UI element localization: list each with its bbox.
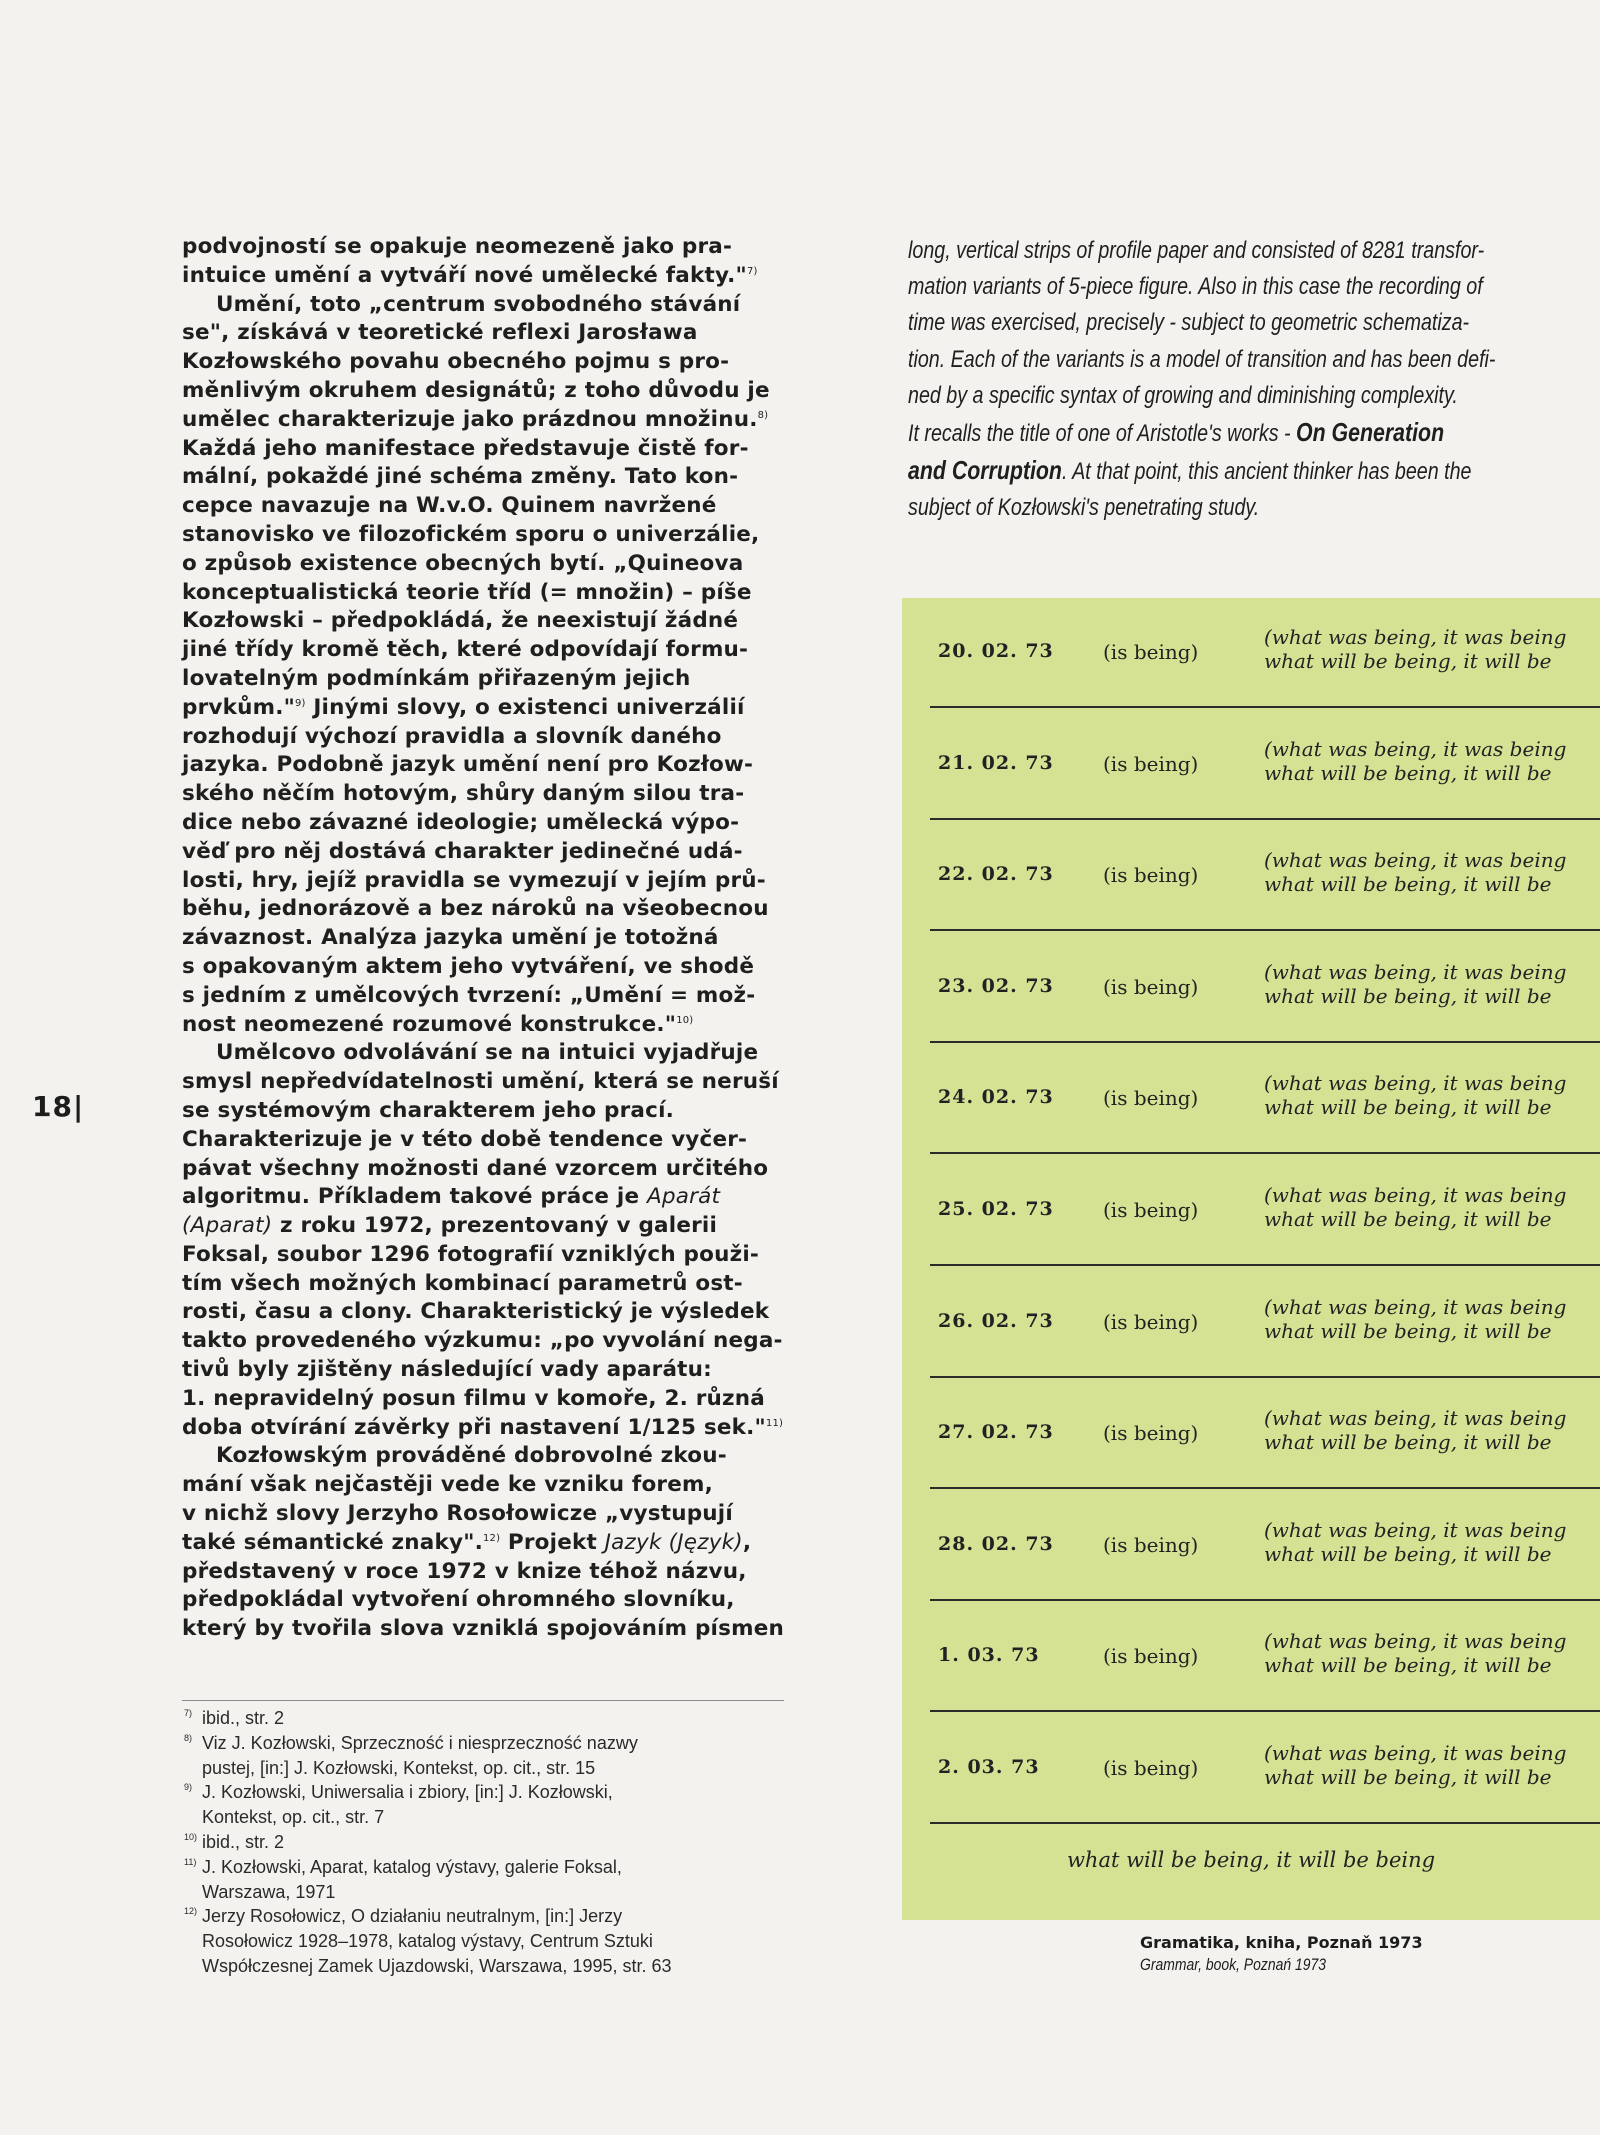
text-line: Umělcovo odvolávání se na intuici vyjadřuje xyxy=(216,1040,759,1066)
phrase-line-1: (what was being, it was being xyxy=(1264,736,1567,761)
row-separator xyxy=(930,929,1600,931)
text-line: Charakterizuje je v této době tendence vyčer- xyxy=(182,1126,748,1152)
row-phrase xyxy=(1264,848,1566,896)
row-separator xyxy=(930,1376,1600,1378)
text-line: konceptualistická teorie tříd (= množin) – píše xyxy=(182,579,752,605)
footnote-line: Viz J. Kozłowski, Sprzeczność i niesprzeczność nazwy xyxy=(202,1732,638,1753)
footnote xyxy=(182,1731,792,1781)
text-line: doba otvírání závěrky při nastavení 1/125 sek."$^{11)}$ xyxy=(182,1414,784,1440)
row-phrase xyxy=(1264,1518,1566,1566)
text-line: pávat všechny možnosti dané vzorcem určitého xyxy=(182,1155,769,1181)
phrase-line-2: what will be being, it will be xyxy=(1264,1207,1552,1231)
row-date: 23. 02. 73 xyxy=(938,974,1054,997)
english-line: long, vertical strips of profile paper and consisted of 8281 transfor- xyxy=(908,237,1485,264)
grammar-row xyxy=(902,1491,1600,1603)
row-separator xyxy=(930,1152,1600,1154)
text-line: podvojností se opakuje neomezeně jako pra- xyxy=(182,234,733,259)
text-line: 1. nepravidelný posun filmu v komoře, 2. různá xyxy=(182,1385,765,1411)
phrase-line-1: (what was being, it was being xyxy=(1264,1629,1567,1654)
text-line: rozhodují výchozí pravidla a slovník daného xyxy=(182,723,722,749)
row-phrase xyxy=(1264,1406,1566,1454)
footnote-line: Jerzy Rosołowicz, O działaniu neutralnym, [in:] Jerzy xyxy=(202,1906,623,1927)
phrase-line-2: what will be being, it will be xyxy=(1264,1318,1552,1343)
phrase-line-2: what will be being, it will be xyxy=(1264,760,1552,785)
footnote xyxy=(182,1780,792,1830)
phrase-line-2: what will be being, it will be xyxy=(1264,1765,1552,1789)
czech-paragraph xyxy=(182,1442,787,1644)
english-line: mation variants of 5-piece figure. Also in this case the recording of xyxy=(908,273,1483,301)
grammar-row xyxy=(902,710,1600,822)
grammar-row xyxy=(902,1602,1600,1714)
phrase-line-2: what will be being, it will be xyxy=(1264,1430,1552,1455)
row-phrase xyxy=(1264,1183,1566,1231)
phrase-line-2: what will be being, it will be xyxy=(1264,1653,1552,1678)
phrase-line-2: what will be being, it will be xyxy=(1264,872,1552,897)
row-date: 20. 02. 73 xyxy=(938,640,1054,662)
text-line: věď pro něj dostává charakter jedinečné udá- xyxy=(182,838,743,864)
row-date: 25. 02. 73 xyxy=(938,1198,1054,1220)
footnote xyxy=(182,1706,792,1731)
footnotes xyxy=(182,1706,792,1979)
text-line: Foksal, soubor 1296 fotografií vzniklých použi- xyxy=(182,1241,760,1267)
text-line: předpokládal vytvoření ohromného slovníku, xyxy=(182,1587,735,1613)
row-being-label: (is being) xyxy=(1103,863,1199,888)
row-separator xyxy=(930,1599,1600,1601)
text-line: prvkům."$^{9)}$ Jinými slovy, o existenci univerzálií xyxy=(182,694,745,720)
footnote-line: J. Kozłowski, Uniwersalia i zbiory, [in:] J. Kozłowski, xyxy=(202,1782,613,1803)
phrase-line-1: (what was being, it was being xyxy=(1264,848,1567,873)
row-separator xyxy=(930,1487,1600,1489)
footnote-mark: 12) xyxy=(184,1906,198,1917)
footnote-line: J. Kozłowski, Aparat, katalog výstavy, galerie Foksal, xyxy=(202,1856,622,1877)
czech-paragraph xyxy=(182,233,787,291)
footnote-line: Warszawa, 1971 xyxy=(202,1881,336,1902)
text-line: lovatelným podmínkám přiřazeným jejich xyxy=(182,665,691,691)
text-line: Umění, toto „centrum svobodného stávání xyxy=(216,291,741,317)
row-separator xyxy=(930,1041,1600,1043)
row-date: 28. 02. 73 xyxy=(938,1532,1054,1555)
text-line: v nichž slovy Jerzyho Rosołowicze „vystupují xyxy=(182,1501,733,1527)
phrase-line-2: what will be being, it will be xyxy=(1264,1541,1552,1566)
text-line: Kozłowského povahu obecného pojmu s pro- xyxy=(182,349,730,375)
footnote-mark: 8) xyxy=(184,1732,193,1743)
text-line: jazyka. Podobně jazyk umění není pro Kozłow- xyxy=(182,752,754,778)
text-line: tivů byly zjištěny následující vady aparátu: xyxy=(182,1357,712,1383)
page-number: 18| xyxy=(32,1090,85,1123)
text-line: Každá jeho manifestace představuje čistě for- xyxy=(182,435,749,461)
text-line: Kozłowským prováděné dobrovolné zkou- xyxy=(216,1443,727,1469)
row-being-label: (is being) xyxy=(1103,1198,1199,1222)
footnote-line: ibid., str. 2 xyxy=(202,1831,285,1852)
row-date: 22. 02. 73 xyxy=(938,863,1054,886)
grammar-row xyxy=(902,1379,1600,1491)
row-phrase xyxy=(1264,960,1566,1008)
text-line: ského něčím hotovým, shůry daným silou tra- xyxy=(182,781,745,807)
phrase-line-1: (what was being, it was being xyxy=(1264,1294,1567,1319)
text-line: (Aparat) z roku 1972, prezentovaný v galerii xyxy=(182,1213,718,1239)
row-separator xyxy=(930,818,1600,820)
footnote-mark: 10) xyxy=(184,1831,198,1842)
english-line: tion. Each of the variants is a model of transition and has been defi- xyxy=(908,345,1496,373)
row-phrase xyxy=(1264,737,1566,785)
row-date: 26. 02. 73 xyxy=(938,1309,1054,1332)
phrase-line-1: (what was being, it was being xyxy=(1264,1741,1567,1765)
text-line: umělec charakterizuje jako prázdnou množinu.$^{8)}$ xyxy=(182,406,769,432)
text-line: losti, hry, jejíž pravidla se vymezují v jejím prů- xyxy=(182,867,766,893)
text-line: jiné třídy kromě těch, které odpovídají formu- xyxy=(182,637,749,663)
row-date: 2. 03. 73 xyxy=(938,1756,1040,1778)
text-line: se systémovým charakterem jeho prací. xyxy=(182,1097,675,1123)
row-being-label: (is being) xyxy=(1103,1421,1199,1446)
text-line: mální, pokaždé jiné schéma změny. Tato kon- xyxy=(182,464,739,490)
footnote xyxy=(182,1855,792,1905)
text-line: s opakovaným aktem jeho vytváření, ve shodě xyxy=(182,953,755,979)
czech-paragraph xyxy=(182,291,787,1040)
footnotes-divider xyxy=(182,1700,784,1701)
grammar-row xyxy=(902,1268,1600,1380)
row-phrase xyxy=(1264,1741,1566,1789)
english-line: and Corruption. At that point, this ancient thinker has been the xyxy=(908,455,1472,486)
text-line: nost neomezené rozumové konstrukce."$^{10)}$ xyxy=(182,1011,694,1037)
text-line: představený v roce 1972 v knize téhož názvu, xyxy=(182,1558,747,1584)
text-line: který by tvořila slova vzniklá spojováním písmen xyxy=(182,1616,784,1642)
text-line: mání však nejčastěji vede ke vzniku forem, xyxy=(182,1472,713,1498)
footnote-line: Rosołowicz 1928–1978, katalog výstavy, Centrum Sztuki xyxy=(202,1931,653,1952)
caption-czech: Gramatika, kniha, Poznaň 1973 xyxy=(1140,1933,1423,1952)
row-being-label: (is being) xyxy=(1103,974,1199,999)
row-phrase xyxy=(1264,1071,1566,1119)
grammar-row xyxy=(902,1714,1600,1826)
text-line: takto provedeného výzkumu: „po vyvolání nega- xyxy=(182,1328,783,1354)
row-separator xyxy=(930,706,1600,708)
text-line: s jedním z umělcových tvrzení: „Umění = mož- xyxy=(182,982,756,1008)
footnote-mark: 11) xyxy=(184,1856,197,1867)
row-being-label: (is being) xyxy=(1103,1756,1199,1780)
row-phrase xyxy=(1264,625,1566,673)
text-line: algoritmu. Příkladem takové práce je Aparát xyxy=(182,1184,721,1210)
row-date: 21. 02. 73 xyxy=(938,751,1054,774)
english-text xyxy=(908,233,1496,527)
text-line: o způsob existence obecných bytí. „Quineova xyxy=(182,550,744,576)
row-being-label: (is being) xyxy=(1103,1309,1199,1334)
phrase-line-1: (what was being, it was being xyxy=(1264,1406,1567,1431)
phrase-line-1: (what was being, it was being xyxy=(1264,625,1567,649)
row-being-label: (is being) xyxy=(1103,1644,1199,1669)
czech-paragraph xyxy=(182,1039,787,1442)
row-being-label: (is being) xyxy=(1103,640,1199,664)
footnote xyxy=(182,1830,792,1855)
phrase-line-2: what will be being, it will be xyxy=(1264,1095,1552,1120)
row-being-label: (is being) xyxy=(1103,1086,1199,1111)
footnote xyxy=(182,1904,792,1978)
footnote-line: Kontekst, op. cit., str. 7 xyxy=(202,1807,385,1828)
grammar-row xyxy=(902,598,1600,710)
grammar-row xyxy=(902,1044,1600,1156)
footnote-mark: 9) xyxy=(184,1782,193,1793)
row-phrase xyxy=(1264,1629,1566,1677)
text-line: běhu, jednorázově a bez nároků na všeobecnou xyxy=(182,896,769,922)
text-line: smysl nepředvídatelnosti umění, která se neruší xyxy=(182,1069,779,1095)
phrase-line-1: (what was being, it was being xyxy=(1264,1517,1567,1542)
row-being-label: (is being) xyxy=(1103,1532,1199,1557)
row-separator xyxy=(930,1822,1600,1824)
english-line: ned by a specific syntax of growing and diminishing complexity. xyxy=(908,381,1458,409)
footnote-line: ibid., str. 2 xyxy=(202,1708,285,1728)
phrase-line-2: what will be being, it will be xyxy=(1264,983,1552,1008)
czech-body-text xyxy=(182,233,787,1644)
grammar-row xyxy=(902,933,1600,1045)
phrase-line-1: (what was being, it was being xyxy=(1264,959,1567,984)
footnote-line: pustej, [in:] J. Kozłowski, Kontekst, op. cit., str. 15 xyxy=(202,1757,596,1778)
figure-caption xyxy=(1140,1932,1540,1976)
text-line: intuice umění a vytváří nové umělecké fakty."$^{7)}$ xyxy=(182,262,758,288)
text-line: dice nebo závazné ideologie; umělecká výpo- xyxy=(182,809,740,835)
phrase-line-1: (what was being, it was being xyxy=(1264,1071,1567,1096)
footnote-mark: 7) xyxy=(184,1708,193,1718)
row-date: 24. 02. 73 xyxy=(938,1086,1054,1109)
caption-english: Grammar, book, Poznań 1973 xyxy=(1140,1955,1326,1974)
phrase-line-1: (what was being, it was being xyxy=(1264,1183,1567,1207)
text-line: cepce navazuje na W.v.O. Quinem navržené xyxy=(182,493,717,519)
row-date: 1. 03. 73 xyxy=(938,1644,1040,1667)
row-phrase xyxy=(1264,1295,1566,1343)
text-line: rosti, času a clony. Charakteristický je výsledek xyxy=(182,1299,770,1325)
grammar-row xyxy=(902,1156,1600,1268)
row-being-label: (is being) xyxy=(1103,751,1199,776)
phrase-line-2: what will be being, it will be xyxy=(1264,649,1552,673)
row-separator xyxy=(930,1264,1600,1266)
english-line: It recalls the title of one of Aristotle's works - On Generation xyxy=(908,417,1445,448)
footnote-line: Współczesnej Zamek Ujazdowski, Warszawa, 1995, str. 63 xyxy=(202,1955,672,1976)
row-separator xyxy=(930,1710,1600,1712)
text-line: závaznost. Analýza jazyka umění je totožná xyxy=(182,925,719,951)
text-line: Kozłowski – předpokládá, že neexistují žádné xyxy=(182,608,739,634)
grammar-artwork-panel xyxy=(902,598,1600,1920)
text-line: měnlivým okruhem designátů; z toho důvodu je xyxy=(182,377,770,403)
text-line: také sémantické znaky".$^{12)}$ Projekt Jazyk (Język), xyxy=(182,1529,752,1555)
grammar-row xyxy=(902,821,1600,933)
grammar-final-line: what will be being, it will be being xyxy=(1066,1848,1436,1872)
row-date: 27. 02. 73 xyxy=(938,1421,1054,1444)
text-line: tím všech možných kombinací parametrů ost- xyxy=(182,1270,743,1296)
text-line: se", získává v teoretické reflexi Jarosława xyxy=(182,320,698,346)
english-line: subject of Kozłowski's penetrating study. xyxy=(908,494,1260,522)
english-line: time was exercised, precisely - subject to geometric schematiza- xyxy=(908,309,1470,337)
text-line: stanovisko ve filozofickém sporu o univerzálie, xyxy=(182,521,760,547)
